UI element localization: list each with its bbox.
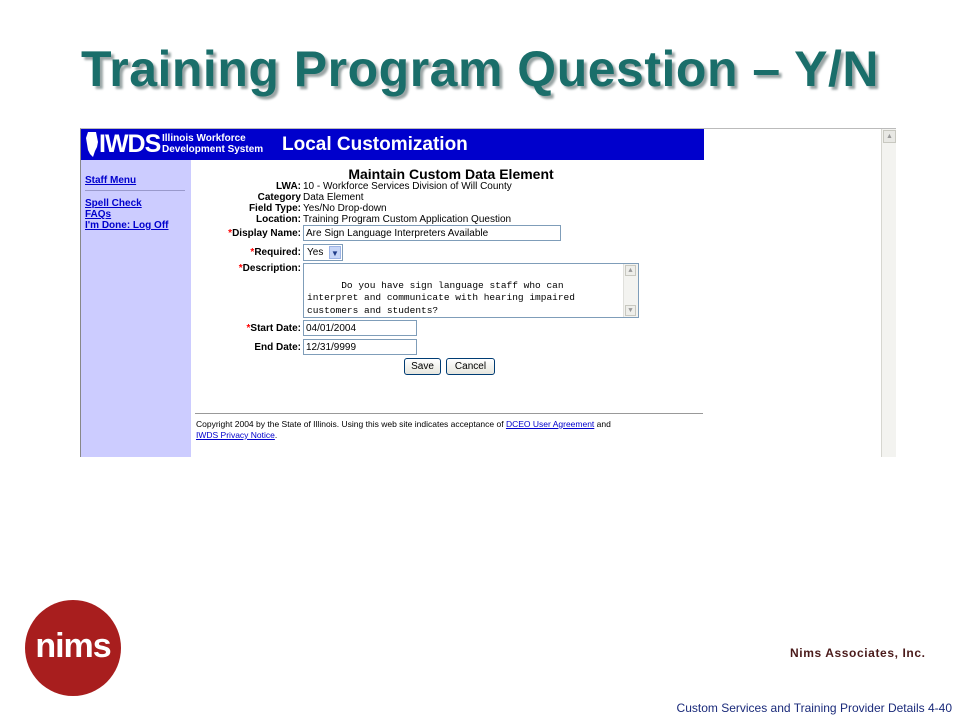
required-marker: *: [238, 263, 243, 274]
sidebar-item-log-off[interactable]: I'm Done: Log Off: [85, 220, 169, 231]
copyright-period: .: [274, 430, 278, 440]
end-date-label: End Date:: [254, 342, 301, 353]
description-label: *Description:: [238, 263, 301, 274]
iwds-logo: IWDS: [99, 130, 161, 158]
main-content: [191, 160, 704, 457]
field-type-label: Field Type:: [248, 203, 301, 214]
description-scrollbar[interactable]: [623, 264, 638, 317]
copyright-and: and: [594, 419, 611, 429]
required-select-value: Yes: [307, 247, 324, 258]
browser-screenshot: [80, 128, 896, 457]
sidebar: [81, 160, 191, 457]
copyright-footer: [196, 419, 706, 441]
lwa-label: LWA:: [276, 181, 301, 192]
location-label: Location:: [256, 214, 301, 225]
display-name-label: *Display Name:: [228, 228, 301, 239]
scroll-down-icon[interactable]: ▼: [625, 305, 636, 316]
start-date-input[interactable]: 04/01/2004: [303, 320, 417, 336]
category-label: Category: [257, 192, 301, 203]
sidebar-item-staff-menu[interactable]: Staff Menu: [85, 175, 137, 186]
slide-title: Training Program Question – Y/N: [80, 41, 880, 97]
app-heading: Local Customization: [282, 134, 468, 155]
field-type-value: Yes/No Drop-down: [303, 203, 387, 214]
category-value: Data Element: [303, 192, 364, 203]
chevron-down-icon[interactable]: ▼: [329, 246, 341, 259]
description-textarea[interactable]: [303, 263, 639, 318]
copyright-text: Copyright 2004 by the State of Illinois. Using this web site indicates acceptance of: [196, 419, 506, 429]
footer-divider: [195, 413, 703, 414]
scroll-up-icon[interactable]: ▲: [883, 130, 896, 143]
org-line-2: Development System: [162, 144, 264, 155]
sidebar-item-spell-check[interactable]: Spell Check: [85, 198, 142, 209]
page-scrollbar[interactable]: [881, 129, 896, 457]
save-button[interactable]: Save: [404, 358, 441, 375]
scroll-up-icon[interactable]: ▲: [625, 265, 636, 276]
required-marker: *: [228, 228, 233, 239]
end-date-input[interactable]: 12/31/9999: [303, 339, 417, 355]
cancel-button[interactable]: Cancel: [446, 358, 495, 375]
required-label: *Required:: [250, 247, 301, 258]
illinois-state-icon: [85, 132, 99, 157]
lwa-value: 10 - Workforce Services Division of Will County: [303, 181, 512, 192]
app-banner: [81, 129, 704, 160]
dceo-user-agreement-link[interactable]: DCEO User Agreement: [505, 419, 595, 429]
nims-logo: [25, 600, 121, 696]
display-name-input[interactable]: Are Sign Language Interpreters Available: [303, 225, 561, 241]
required-marker: *: [246, 323, 251, 334]
start-date-label: *Start Date:: [246, 323, 301, 334]
iwds-privacy-notice-link[interactable]: IWDS Privacy Notice: [196, 430, 275, 440]
org-line-1: Illinois Workforce: [162, 133, 246, 144]
required-select[interactable]: [303, 244, 343, 261]
company-name: Nims Associates, Inc.: [790, 646, 926, 660]
org-name: [162, 133, 263, 155]
slide-footer: Custom Services and Training Provider Details 4-40: [676, 701, 952, 715]
sidebar-item-faqs[interactable]: FAQs: [85, 209, 112, 220]
description-text: Do you have sign language staff who can interpret and communicate with hearing impaired customers and students?: [307, 279, 575, 316]
nims-logo-text: nims: [35, 627, 111, 665]
required-marker: *: [250, 247, 255, 258]
form-title: Maintain Custom Data Element: [348, 166, 554, 182]
sidebar-divider: [85, 190, 185, 191]
location-value: Training Program Custom Application Question: [303, 214, 512, 225]
